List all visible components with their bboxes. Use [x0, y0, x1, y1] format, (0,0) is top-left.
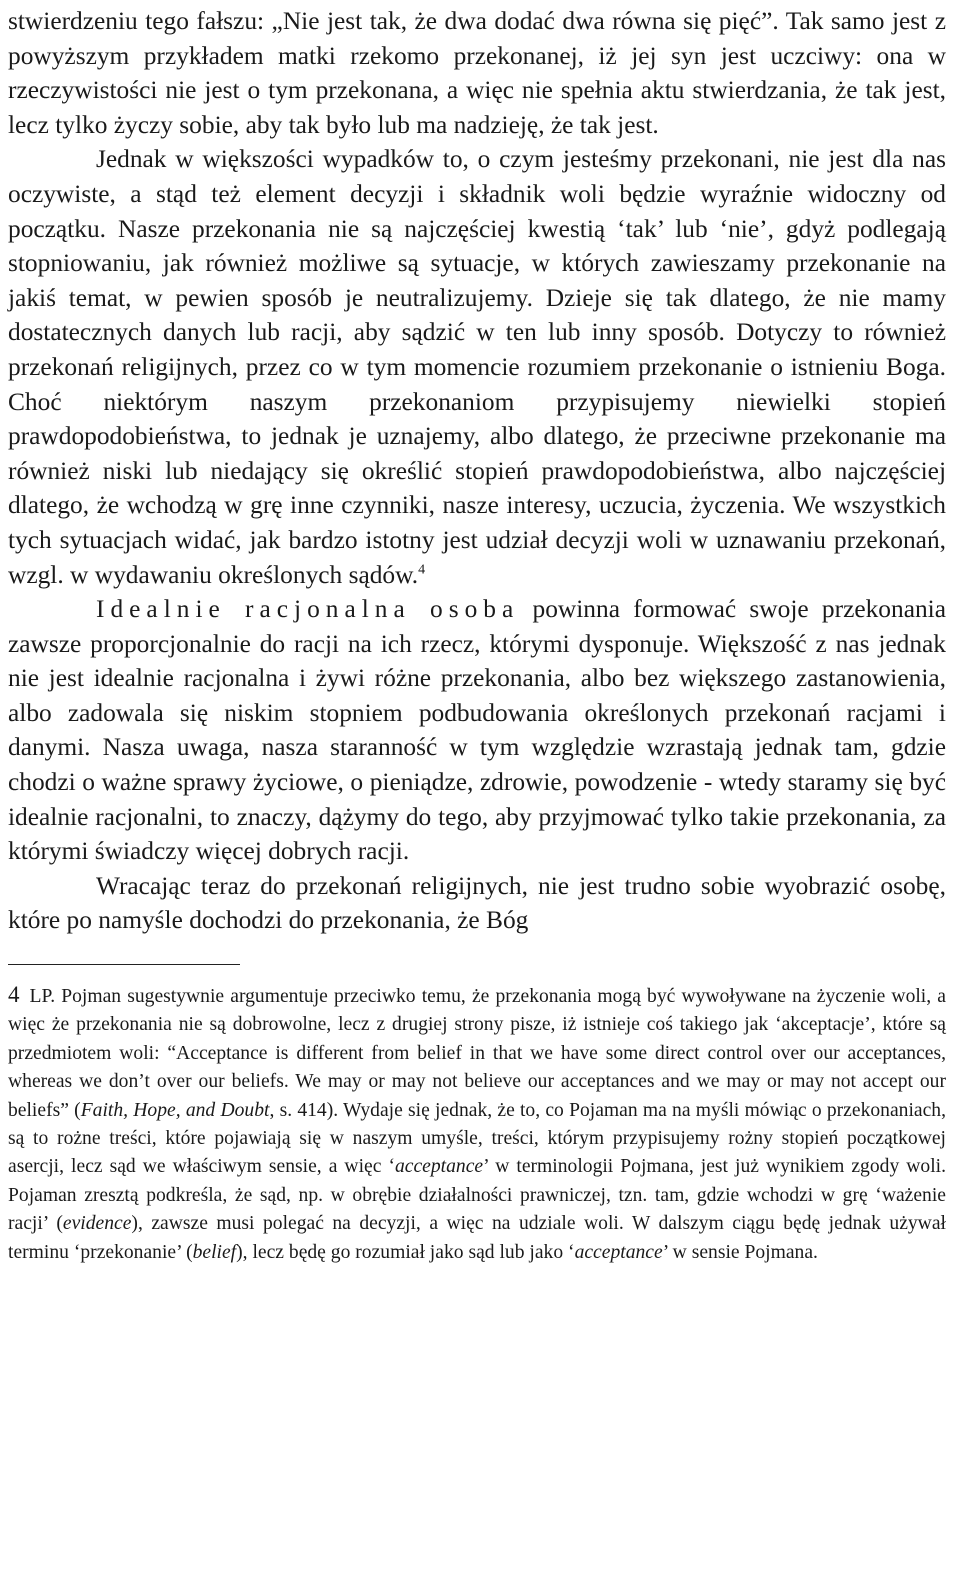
- paragraph: [8, 142, 946, 592]
- italic-term: evidence: [62, 1213, 132, 1235]
- text-run: Jednak w większości wypadków to, o czym jesteśmy przekonani, nie jest dla nas oczywiste, a stąd też element decyzji i składnik woli będzie wyraźnie widoczny od początku. Nasze przekonania nie są najczęściej kwestią ‘tak’ lub ‘nie’, gdyż podlegają stopniowaniu, jak również możliwe są sytuacje, w których zawieszamy przekonanie na jakiś temat, w pewien sposób je neutralizujemy. Dzieje się tak dlatego, że nie mamy dostatecznych danych lub racji, aby sądzić w ten lub inny sposób. Dotyczy to również przekonań religijnych, przez co w tym momencie rozumiem przekonanie o istnieniu Boga. Choć niektórym naszym przekonaniom przypisujemy niewielki stopień prawdopodobieństwa, to jednak je uznajemy, albo dlatego, że przeciwne przekonanie ma również niski lub niedający się określić stopień prawdopodobieństwa, albo najczęściej dlatego, że wchodzą w grę inne czynniki, nasze interesy, uczucia, życzenia. We wszystkich tych sytuacjach widać, jak bardzo istotny jest udział decyzji woli w uznawaniu przekonań, wzgl. w wydawaniu określonych sądów.: [8, 145, 946, 589]
- book-title: Faith, Hope, and Doubt: [80, 1099, 270, 1121]
- text-run: stwierdzeniu tego fałszu: „Nie jest tak, że dwa dodać dwa równa się pięć”. Tak samo jest z powyższym przykładem matki rzekomo przekonanej, iż jej syn jest uczciwy: ona w rzeczywistości nie jest o tym przekonana, a więc nie spełnia aktu stwierdzania, że tak jest, lecz tylko życzy sobie, aby tak było lub ma nadzieję, że tak jest.: [8, 7, 946, 139]
- footnote: [8, 981, 946, 1267]
- text-run: powinna formować swoje przekonania zawsze proporcjonalnie do racji na ich rzecz, którymi dysponuje. Większość z nas jednak nie jest idealnie racjonalna i żywi różne przekonania, albo bez większego zastanowienia, albo zadowala się niskim stopniem podbudowania określonych przekonań racjami i danymi. Nasza uwaga, nasza staranność w tym względzie wzrastają jednak tam, gdzie chodzi o ważne sprawy życiowe, o pieniądze, zdrowie, powodzenie - wtedy staramy się być idealnie racjonalni, to znaczy, dążymy do tego, aby przyjmować tylko takie przekonania, za którymi świadczy więcej dobrych racji.: [8, 595, 946, 866]
- emphasized-term: Idealnie racjonalna osoba: [96, 595, 520, 624]
- text-run: Wracając teraz do przekonań religijnych, nie jest trudno sobie wyobrazić osobę, które po namyśle dochodzi do przekonania, że Bóg: [8, 871, 946, 935]
- footnote-separator: [8, 964, 240, 965]
- footnote-number: 4: [8, 982, 20, 1008]
- footnote-reference: 4: [418, 562, 426, 578]
- footnote-text-run: ’ w terminologii Pojmana, jest już wynikiem zgody woli. Pojaman zresztą podkreśla, że sąd, np. w obrębie działalności prawniczej, tzn. tam, gdzie wchodzi w grę ‘ważenie racji’ (: [8, 1156, 947, 1235]
- paragraph: [8, 4, 946, 142]
- footnote-text-run: ), lecz będę go rozumiał jako sąd lub jako ‘: [236, 1241, 575, 1263]
- footnote-text-run: , s. 414). Wydaje się jednak, że to, co Pojaman ma na myśli mówiąc o przekonaniach, są to rożne treści, które pojawiają się w naszym umyśle, treści, którym przypisujemy rożny stopień początkowej asercji, lecz sąd we właściwym sensie, a więc ‘: [8, 1099, 946, 1178]
- paragraph: [8, 869, 946, 938]
- main-text: [8, 4, 946, 938]
- italic-term: acceptance: [394, 1156, 484, 1178]
- paragraph: [8, 592, 946, 869]
- footnote-text-run: ), zawsze musi polegać na decyzji, a więc na udziale woli. W dalszym ciągu będę jednak używał terminu ‘przekonanie’ (: [8, 1213, 946, 1263]
- italic-term: acceptance: [574, 1241, 663, 1263]
- footnote-text-run: ’ w sensie Pojmana.: [662, 1241, 818, 1263]
- italic-term: belief: [192, 1241, 237, 1263]
- footnote-text-run: LP. Pojman sugestywnie argumentuje przeciwko temu, że przekonania mogą być wywoływane na życzenie woli, a więc że przekonania nie są dobrowolne, lecz z drugiej strony pisze, iż istnieje coś takiego jak ‘akceptacje’, które są przedmiotem woli: “Acceptance is different from belief in that we have some direct control over our acceptances, whereas we don’t over our beliefs. We may or may not believe our acceptances and we may or may not accept our beliefs” (: [8, 986, 946, 1121]
